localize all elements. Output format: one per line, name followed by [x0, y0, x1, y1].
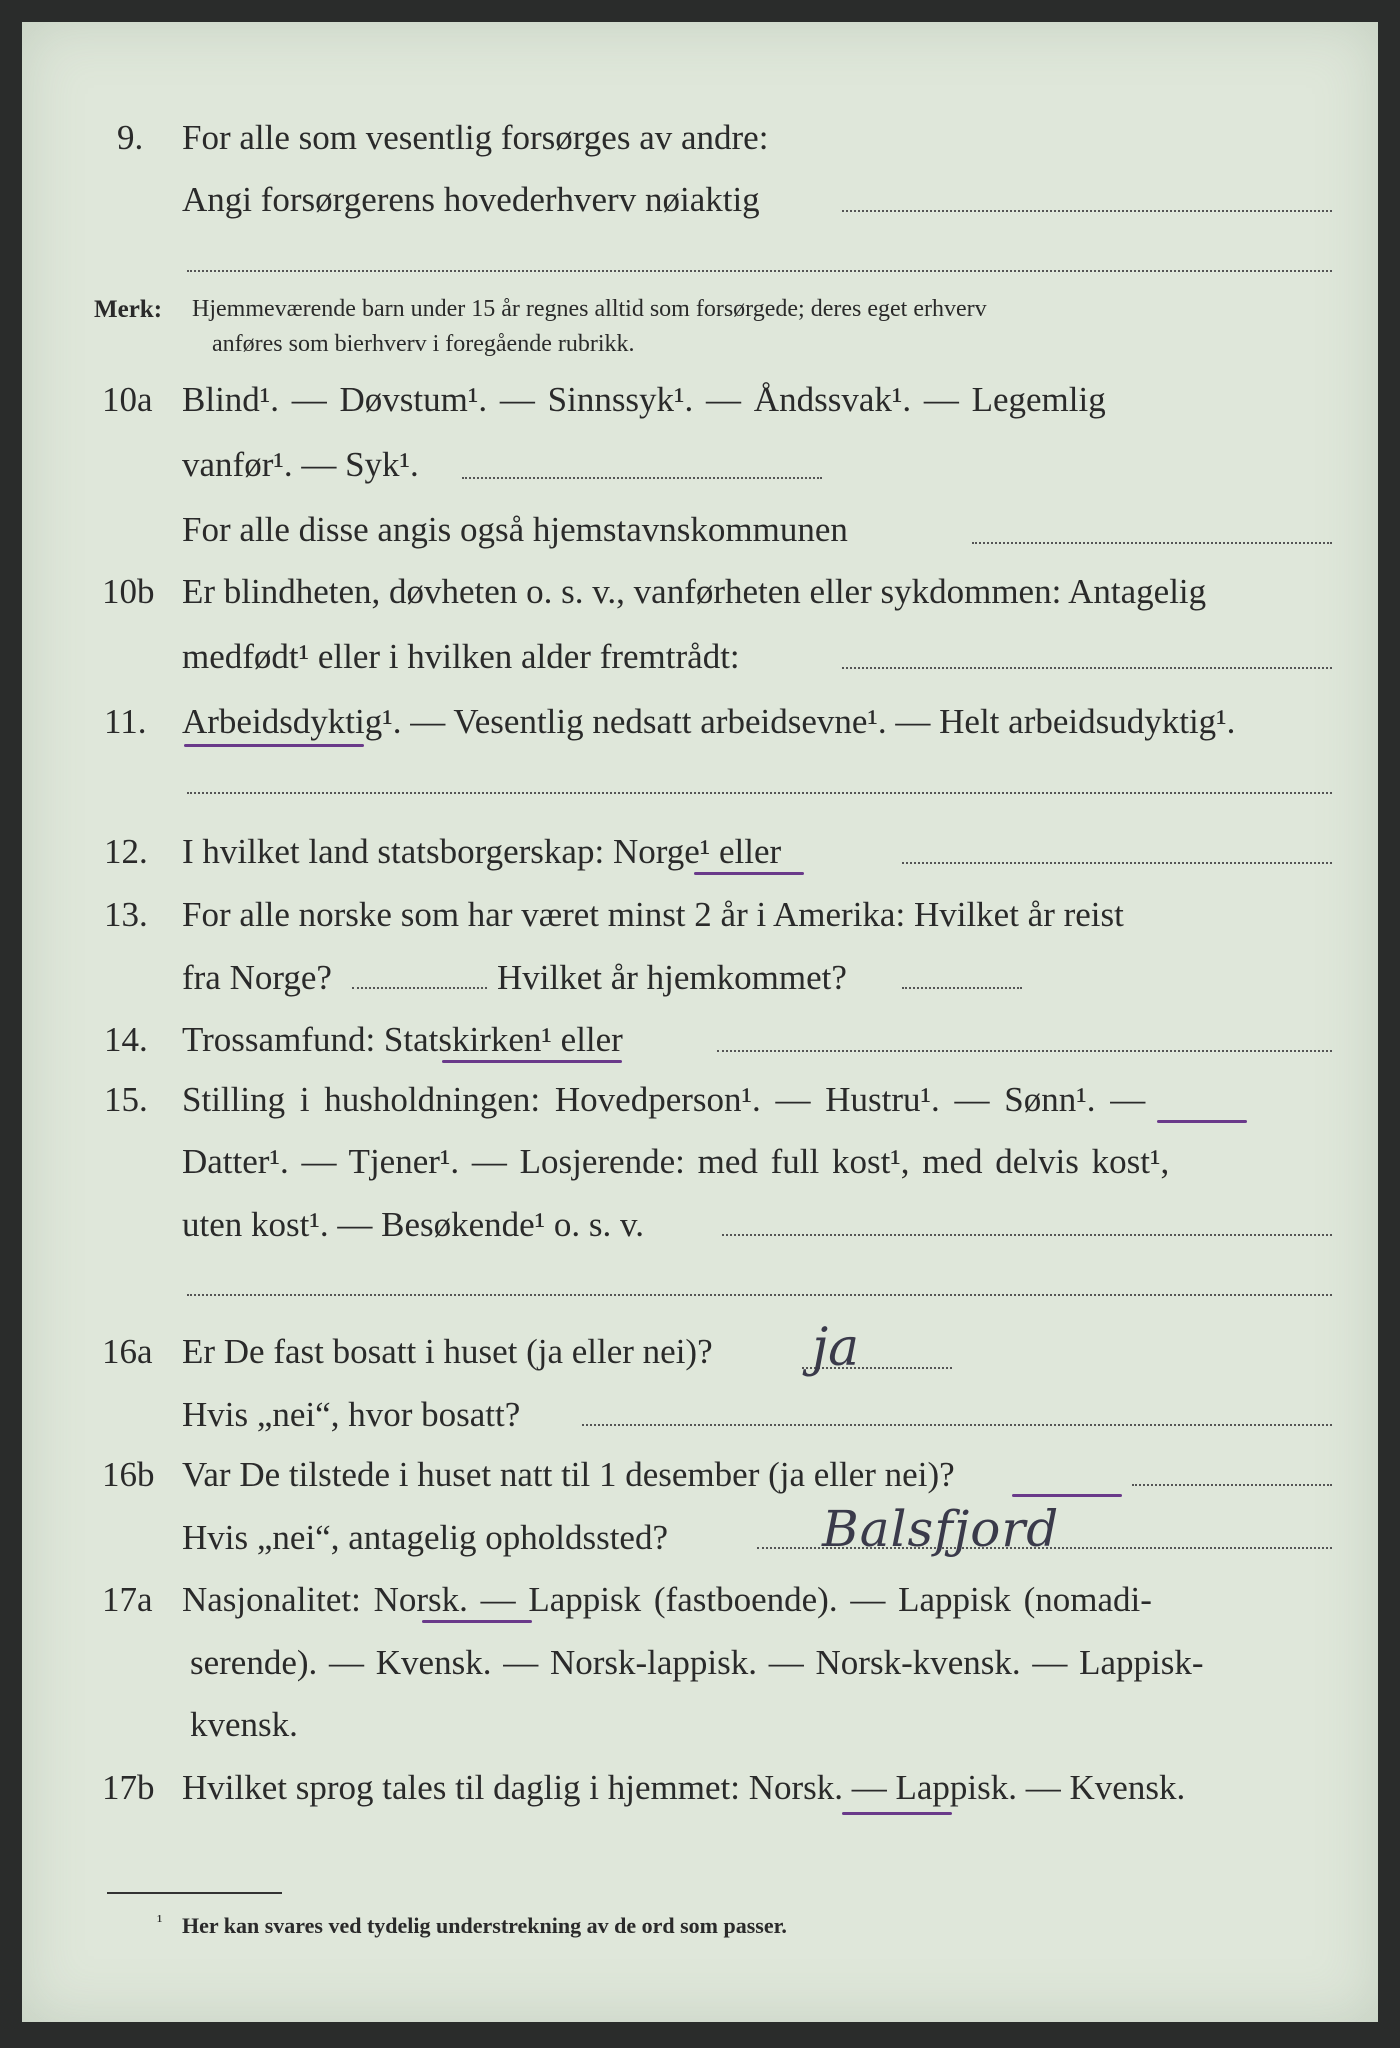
q10a-line1: Blind¹. — Døvstum¹. — Sinnssyk¹. — Åndssvak¹. — Legemlig [182, 380, 1106, 419]
q16a-line1: Er De fast bosatt i huset (ja eller nei)? [182, 1332, 713, 1371]
merk-label: Merk: [94, 296, 163, 323]
q9-line1: For alle som vesentlig forsørges av andre: [182, 118, 769, 157]
q17b-line1: Hvilket sprog tales til daglig i hjemmet: Norsk. — Lappisk. — Kvensk. [182, 1768, 1186, 1807]
q16a-bosatt-answer-line[interactable] [582, 1424, 1332, 1426]
form-sheet [22, 22, 1378, 2022]
q13-line2a: fra Norge? [182, 958, 332, 997]
q15-number: 15. [104, 1080, 148, 1119]
q10b-line2: medfødt¹ eller i hvilken alder fremtrådt: [182, 637, 740, 676]
q16b-answer-line[interactable] [1132, 1484, 1332, 1486]
q10a-answer-line[interactable] [462, 477, 822, 479]
q14-answer-line[interactable] [717, 1050, 1332, 1052]
q10a-line3: For alle disse angis også hjemstavnskommunen [182, 510, 848, 549]
q13-hjemkommet-answer-line[interactable] [902, 987, 1022, 989]
q10b-number: 10b [102, 572, 155, 611]
q15-line2: Datter¹. — Tjener¹. — Losjerende: med full kost¹, med delvis kost¹, [182, 1142, 1170, 1181]
q16b-line1: Var De tilstede i huset natt til 1 desember (ja eller nei)? [182, 1455, 955, 1494]
q11-number: 11. [104, 702, 147, 741]
q16b-number: 16b [102, 1455, 155, 1494]
q10a-line2: vanfør¹. — Syk¹. [182, 445, 419, 484]
q16b-handwritten-answer: Balsfjord [822, 1500, 1060, 1558]
footnote-mark: ¹ [157, 1911, 163, 1931]
q16a-line2: Hvis „nei“, hvor bosatt? [182, 1395, 521, 1434]
q9-answer-line[interactable] [842, 210, 1332, 212]
q9-number: 9. [117, 118, 144, 157]
q13-reist-answer-line[interactable] [352, 987, 487, 989]
q17a-line3: kvensk. [190, 1705, 298, 1744]
q17a-line2: serende). — Kvensk. — Norsk-lappisk. — Norsk-kvensk. — Lappisk- [190, 1643, 1204, 1682]
q16a-handwritten-answer: ja [812, 1318, 860, 1378]
q15-answer-line-2[interactable] [187, 1294, 1332, 1296]
q17a-number: 17a [102, 1580, 153, 1619]
q12-answer-line[interactable] [902, 862, 1332, 864]
q10a-number: 10a [102, 380, 153, 419]
q10b-line1: Er blindheten, døvheten o. s. v., vanførheten eller sykdommen: Antagelig [182, 572, 1207, 611]
q17a-line1: Nasjonalitet: Norsk. — Lappisk (fastboende). — Lappisk (nomadi- [182, 1580, 1152, 1619]
q12-underline-norge [694, 872, 804, 875]
q17b-number: 17b [102, 1768, 155, 1807]
q9-line2: Angi forsørgerens hovederhverv nøiaktig [182, 180, 760, 219]
q14-line1: Trossamfund: Statskirken¹ eller [182, 1020, 623, 1059]
q13-line1: For alle norske som har været minst 2 år i Amerika: Hvilket år reist [182, 895, 1124, 934]
q15-underline-sonn [1157, 1120, 1247, 1123]
q10b-answer-line[interactable] [842, 667, 1332, 669]
q17b-underline-norsk [842, 1812, 952, 1815]
merk-line1: Hjemmeværende barn under 15 år regnes alltid som forsørgede; deres eget erhverv [192, 296, 987, 322]
q12-line1: I hvilket land statsborgerskap: Norge¹ eller [182, 832, 782, 871]
q13-line2b: Hvilket år hjemkommet? [497, 958, 847, 997]
q15-line1: Stilling i husholdningen: Hovedperson¹. — Hustru¹. — Sønn¹. — [182, 1080, 1146, 1119]
q16a-number: 16a [102, 1332, 153, 1371]
q17a-underline-norsk [422, 1620, 532, 1623]
q16b-underline-nei [1012, 1494, 1122, 1497]
q14-number: 14. [104, 1020, 148, 1059]
q15-line3: uten kost¹. — Besøkende¹ o. s. v. [182, 1205, 645, 1244]
merk-line2: anføres som bierhverv i foregående rubrikk. [212, 331, 635, 357]
q11-answer-line[interactable] [187, 792, 1332, 794]
q11-underline-arbeidsdyktig [184, 744, 364, 747]
footnote-text: Her kan svares ved tydelig understrekning av de ord som passer. [182, 1913, 787, 1938]
q9-answer-line-2[interactable] [187, 270, 1332, 272]
q15-answer-line[interactable] [722, 1234, 1332, 1236]
q10a-answer-line-2[interactable] [972, 542, 1332, 544]
q13-number: 13. [104, 895, 148, 934]
q14-underline-statskirken [442, 1060, 622, 1063]
q11-line1: Arbeidsdyktig¹. — Vesentlig nedsatt arbeidsevne¹. — Helt arbeidsudyktig¹. [182, 702, 1236, 741]
q16b-line2: Hvis „nei“, antagelig opholdssted? [182, 1518, 668, 1557]
q12-number: 12. [104, 832, 148, 871]
footnote-rule [107, 1892, 282, 1894]
